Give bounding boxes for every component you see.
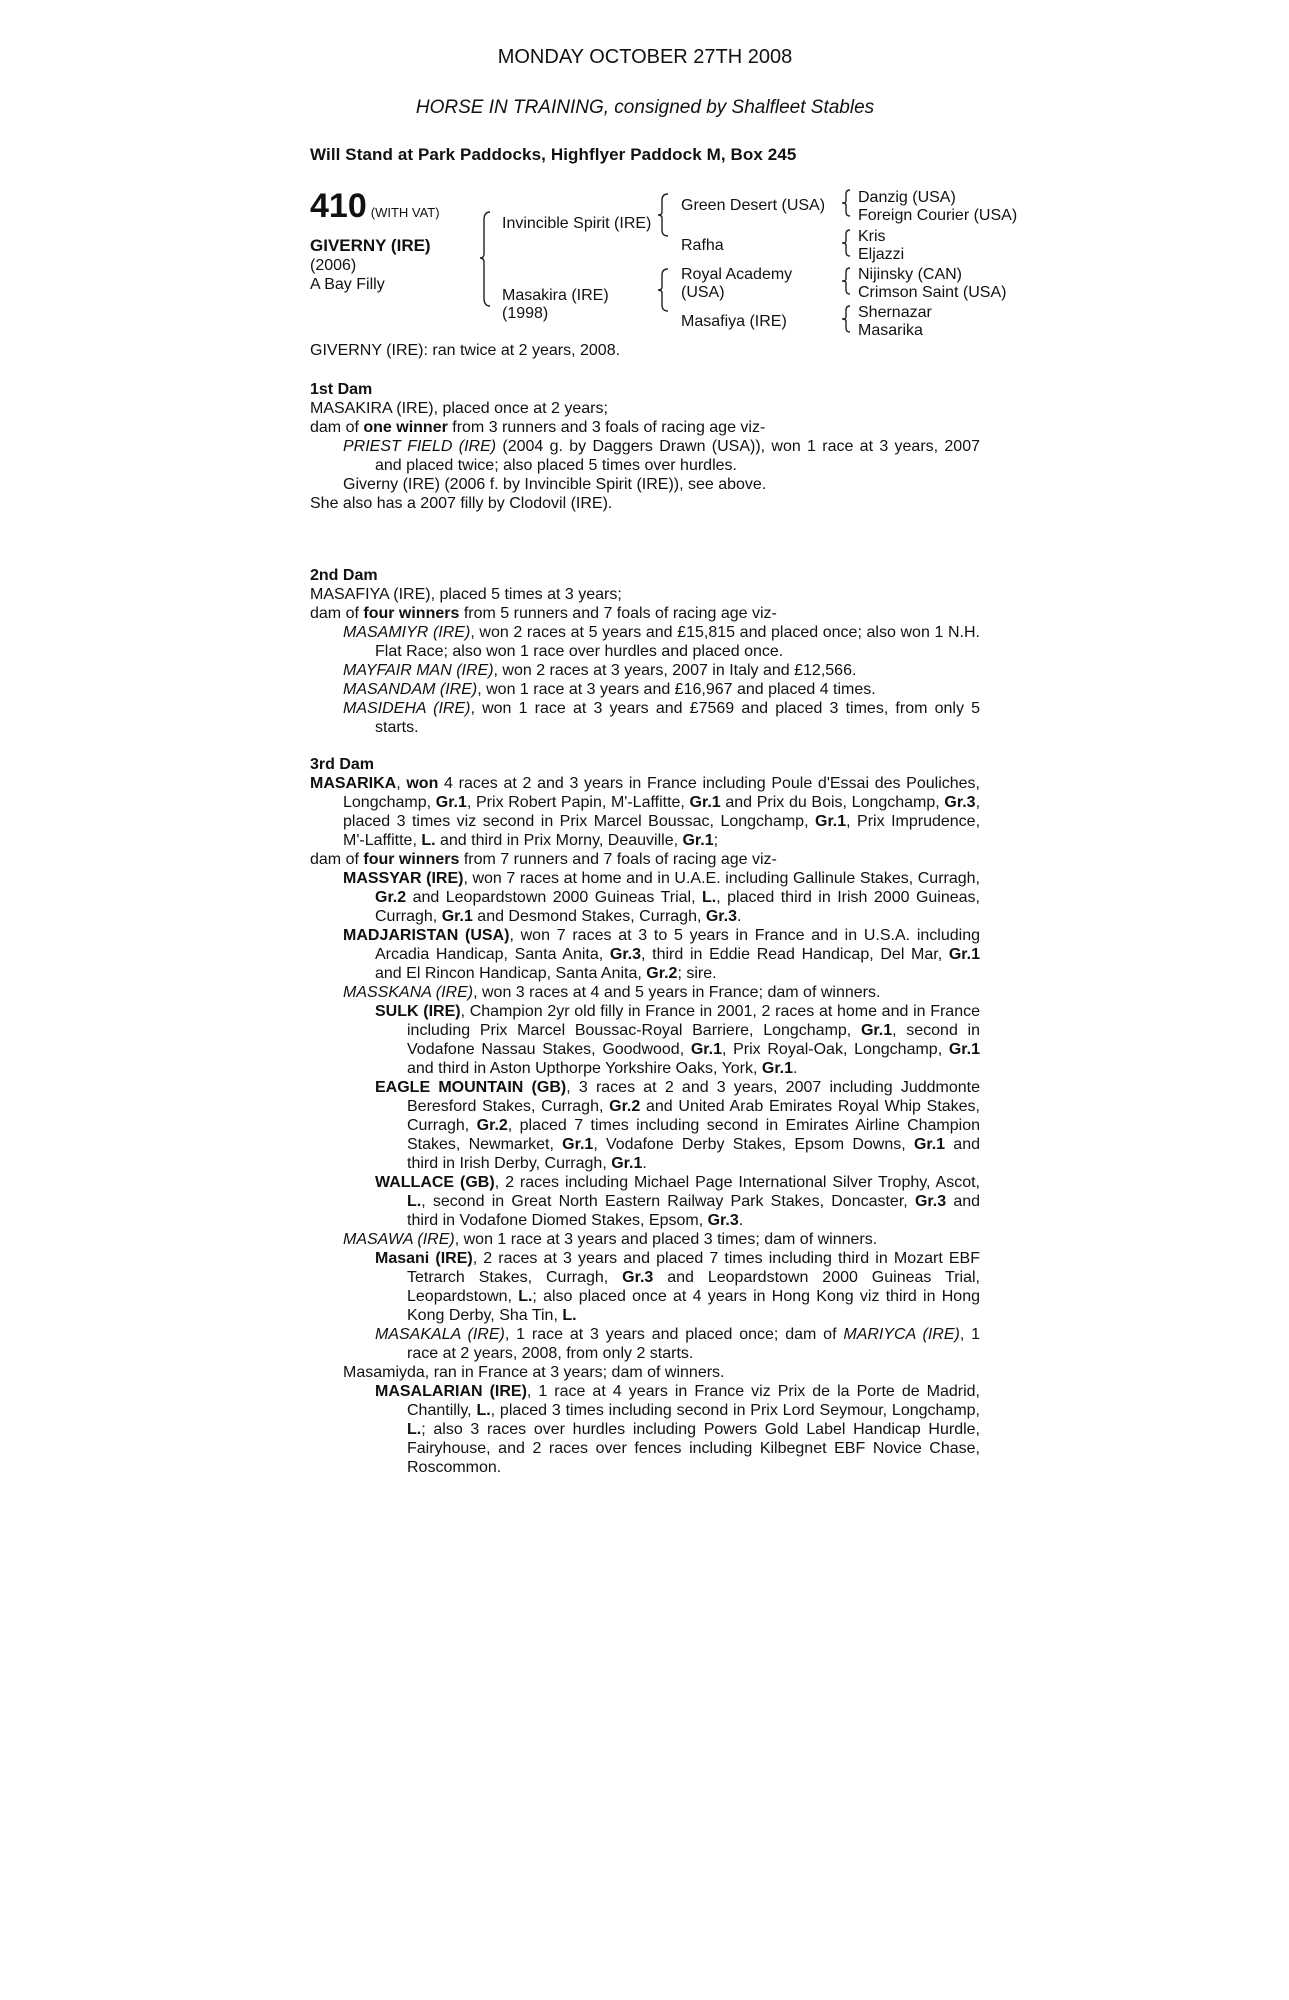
pedigree-g8: Masarika (858, 322, 923, 339)
text: , Prix Royal-Oak, Longchamp, (721, 1041, 949, 1058)
text: , placed third in Irish 2000 Guineas, Curragh, (375, 889, 980, 925)
pedigree-bracket-dam (658, 267, 670, 317)
horse-name: MADJARISTAN (USA) (343, 927, 510, 944)
pedigree-bracket-g2 (842, 228, 852, 260)
text: and third in Prix Morny, Deauville, (435, 832, 683, 849)
text: 4 races at 2 and 3 years in France including Poule d'Essai des Pouliches, Longchamp, (343, 775, 980, 811)
grade: Gr.3 (707, 1212, 739, 1229)
pedigree-g1: Danzig (USA) (858, 189, 956, 206)
text: and El Rincon Handicap, Santa Anita, (375, 965, 647, 982)
text: from 5 runners and 7 foals of racing age viz- (459, 605, 777, 622)
grade: L. (421, 832, 436, 849)
grade: Gr.1 (948, 946, 980, 963)
horse-name: GIVERNY (IRE) (310, 236, 431, 255)
text: , 3 races at 2 and 3 years, 2007 including Juddmonte Beresford Stakes, Curragh, (407, 1079, 980, 1115)
pedigree-sire: Invincible Spirit (IRE) (502, 215, 652, 232)
text: , 1 race at 3 years and placed once; dam of (504, 1326, 844, 1343)
text: , won 1 race at 3 years and placed 3 times; dam of winners. (454, 1231, 878, 1248)
text: dam of (310, 851, 364, 868)
text: won (406, 775, 439, 792)
grade: Gr.3 (705, 908, 737, 925)
text: , placed 3 times viz second in Prix Marcel Boussac, Longchamp, (343, 794, 981, 830)
horse-name: PRIEST FIELD (IRE) (343, 438, 497, 455)
grade: L. (518, 1288, 533, 1305)
grade: Gr.2 (476, 1117, 508, 1134)
text: , 2 races including Michael Page International Silver Trophy, Ascot, (494, 1174, 980, 1191)
pedigree-dam-sire-country: (USA) (681, 284, 725, 301)
text: and Leopardstown 2000 Guineas Trial, (406, 889, 702, 906)
text: and third in Aston Upthorpe Yorkshire Oaks, York, (407, 1060, 762, 1077)
produce-madjaristan (310, 926, 980, 983)
grade: L. (701, 889, 717, 906)
text: , (396, 775, 407, 792)
horse-name: MARIYCA (IRE) (843, 1326, 960, 1343)
text: , won 3 races at 4 and 5 years in France; dam of winners. (473, 984, 881, 1001)
text: and United Arab Emirates Royal Whip Stakes, Curragh, (407, 1098, 981, 1134)
grade: L. (407, 1193, 422, 1210)
first-dam-section (310, 380, 980, 513)
horse-name: MASALARIAN (IRE) (375, 1383, 527, 1400)
race-summary: GIVERNY (IRE): ran twice at 2 years, 2008. (310, 342, 621, 359)
produce-sulk (310, 1002, 980, 1078)
horse-name: MASSYAR (IRE) (343, 870, 464, 887)
text: . (642, 1155, 647, 1172)
grade: Gr.1 (682, 832, 714, 849)
text: and third in Irish Derby, Curragh, (407, 1136, 980, 1172)
text: , second in Great North Eastern Railway Park Stakes, Doncaster, (421, 1193, 915, 1210)
text: and Leopardstown 2000 Guineas Trial, Leopardstown, (407, 1269, 980, 1305)
third-dam-heading: 3rd Dam (310, 756, 375, 773)
produce-giverny: Giverny (IRE) (2006 f. by Invincible Spirit (IRE)), see above. (343, 476, 767, 493)
grade: Gr.1 (562, 1136, 594, 1153)
text: dam of (310, 605, 364, 622)
text: , placed 3 times including second in Prix Lord Seymour, Longchamp, (490, 1402, 980, 1419)
grade: Gr.1 (441, 908, 473, 925)
pedigree-dam-year: (1998) (502, 305, 549, 322)
grade: Gr.1 (815, 813, 847, 830)
grade: Gr.2 (375, 889, 407, 906)
sale-date: MONDAY OCTOBER 27TH 2008 (497, 46, 793, 68)
grade: Gr.1 (611, 1155, 643, 1172)
pedigree-g7: Shernazar (858, 304, 932, 321)
pedigree-g3: Kris (858, 228, 886, 245)
grade: Gr.1 (689, 794, 721, 811)
third-dam-section (310, 755, 980, 1477)
winner-count: one winner (363, 419, 448, 436)
second-dam-line: MASAFIYA (IRE), placed 5 times at 3 years; (310, 586, 622, 603)
stand-location: Will Stand at Park Paddocks, Highflyer Paddock M, Box 245 (310, 145, 797, 164)
pedigree-sire-dam: Rafha (681, 237, 724, 254)
vat-note: (WITH VAT) (370, 205, 440, 220)
horse-name: SULK (IRE) (375, 1003, 461, 1020)
grade: Gr.1 (913, 1136, 946, 1153)
horse-name: MASARIKA (310, 775, 397, 792)
text: . (737, 908, 742, 925)
grade: L. (476, 1402, 491, 1419)
produce-note: She also has a 2007 filly by Clodovil (IRE). (310, 495, 613, 512)
text: , placed 7 times including second in Emirates Airline Champion Stakes, Newmarket, (407, 1117, 980, 1153)
grade: L. (562, 1307, 577, 1324)
produce-masakala (310, 1325, 980, 1363)
produce-masalarian (310, 1382, 980, 1477)
third-dam-produce-line (310, 850, 980, 869)
grade: Gr.1 (860, 1022, 893, 1039)
produce-eagle-mountain (310, 1078, 980, 1173)
text: , Prix Imprudence, M'-Laffitte, (343, 813, 981, 849)
grade: Gr.1 (435, 794, 467, 811)
grade: Gr.3 (622, 1269, 654, 1286)
grade: Gr.3 (609, 946, 642, 963)
horse-name: EAGLE MOUNTAIN (GB) (375, 1079, 567, 1096)
text: and Prix du Bois, Longchamp, (720, 794, 945, 811)
produce-masskana (310, 983, 980, 1002)
horse-name: MASSKANA (IRE) (343, 984, 474, 1001)
horse-name: MASAMIYR (IRE) (343, 624, 471, 641)
first-dam-heading: 1st Dam (310, 381, 373, 398)
first-dam-line: MASAKIRA (IRE), placed once at 2 years; (310, 400, 608, 417)
pedigree-dam-dam: Masafiya (IRE) (681, 313, 787, 330)
horse-name: WALLACE (GB) (375, 1174, 495, 1191)
pedigree-dam: Masakira (IRE) (502, 287, 609, 304)
winner-count: four winners (363, 851, 460, 868)
winner-count: four winners (363, 605, 460, 622)
pedigree-g6: Crimson Saint (USA) (858, 284, 1007, 301)
grade: Gr.1 (948, 1041, 980, 1058)
text: and Desmond Stakes, Curragh, (472, 908, 706, 925)
text: , won 2 races at 5 years and £15,815 and placed once; also won 1 N.H. Flat Race; also won 1 race over hurdles and placed once. (375, 624, 981, 660)
horse-name: MASAKALA (IRE) (375, 1326, 505, 1343)
text: , won 7 races at home and in U.A.E. including Gallinule Stakes, Curragh, (463, 870, 981, 887)
text: ; also 3 races over hurdles including Powers Gold Label Handicap Hurdle, Fairyhouse, and 2 races over fences including Kilbegnet EBF Novice Chase, Roscommon. (407, 1421, 980, 1476)
produce-massyar (310, 869, 980, 926)
produce-masamiyr (310, 623, 980, 661)
pedigree-sire-sire: Green Desert (USA) (681, 197, 826, 214)
text: . (793, 1060, 798, 1077)
lot-number-block (310, 188, 440, 224)
consignment-line: HORSE IN TRAINING, consigned by Shalfleet Stables (415, 97, 875, 118)
produce-masawa (310, 1230, 980, 1249)
text: , won 2 races at 3 years, 2007 in Italy and £12,566. (493, 662, 857, 679)
pedigree-bracket-sire (658, 192, 670, 242)
second-dam-heading: 2nd Dam (310, 567, 378, 584)
horse-name: MASIDEHA (IRE) (343, 700, 471, 717)
produce-masideha (310, 699, 980, 737)
text: ; (713, 832, 719, 849)
text: and third in Vodafone Diomed Stakes, Epsom, (407, 1193, 981, 1229)
produce-mayfair-man (310, 661, 980, 680)
text: from 3 runners and 3 foals of racing age viz- (447, 419, 766, 436)
horse-name: MAYFAIR MAN (IRE) (343, 662, 494, 679)
text: , third in Eddie Read Handicap, Del Mar, (641, 946, 949, 963)
pedigree-g5: Nijinsky (CAN) (858, 266, 962, 283)
pedigree-bracket-g3 (842, 266, 852, 298)
second-dam-produce-line (310, 604, 980, 623)
horse-name: MASANDAM (IRE) (343, 681, 478, 698)
produce-masani (310, 1249, 980, 1325)
pedigree-bracket-g4 (842, 304, 852, 336)
text: ; sire. (677, 965, 717, 982)
horse-name: Masani (IRE) (375, 1250, 473, 1267)
text: dam of (310, 419, 364, 436)
text: , won 1 race at 3 years and £16,967 and placed 4 times. (477, 681, 876, 698)
produce-wallace (310, 1173, 980, 1230)
text: , won 7 races at 3 to 5 years in France and in U.S.A. including Arcadia Handicap, Santa Anita, (375, 927, 981, 963)
horse-year: (2006) (310, 257, 357, 274)
produce-masamiyda: Masamiyda, ran in France at 3 years; dam of winners. (343, 1364, 725, 1381)
grade: Gr.1 (761, 1060, 794, 1077)
pedigree-bracket-g1 (842, 188, 852, 220)
text: from 7 runners and 7 foals of racing age viz- (459, 851, 777, 868)
text: , second in Vodafone Nassau Stakes, Goodwood, (407, 1022, 980, 1058)
text: , 1 race at 2 years, 2008, from only 2 starts. (407, 1326, 981, 1362)
grade: Gr.3 (914, 1193, 947, 1210)
lot-number: 410 (310, 187, 367, 225)
grade: Gr.3 (944, 794, 976, 811)
text: ; also placed once at 4 years in Hong Kong viz third in Hong Kong Derby, Sha Tin, (407, 1288, 981, 1324)
grade: L. (407, 1421, 422, 1438)
produce-masandam (310, 680, 980, 699)
grade: Gr.2 (609, 1098, 641, 1115)
text: , 2 races at 3 years and placed 7 times including third in Mozart EBF Tetrarch Stakes, Curragh, (407, 1250, 981, 1286)
text: (2004 g. by Daggers Drawn (USA)), won 1 race at 3 years, 2007 and placed twice; also placed 5 times over hurdles. (375, 438, 980, 474)
pedigree-dam-sire: Royal Academy (681, 266, 793, 283)
horse-name: MASAWA (IRE) (343, 1231, 455, 1248)
pedigree-g2: Foreign Courier (USA) (858, 207, 1018, 224)
first-dam-produce-line (310, 418, 980, 437)
produce-priest-field (310, 437, 980, 475)
pedigree-bracket-main (480, 210, 492, 310)
text: , 1 race at 4 years in France viz Prix de la Porte de Madrid, Chantilly, (407, 1383, 980, 1419)
pedigree-g4: Eljazzi (858, 246, 905, 263)
masarika-entry (310, 774, 980, 850)
grade: Gr.2 (646, 965, 678, 982)
text: , Champion 2yr old filly in France in 2001, 2 races at home and in France including Prix Marcel Boussac-Royal Barriere, Longchamp, (407, 1003, 981, 1039)
grade: Gr.1 (690, 1041, 722, 1058)
text: , won 1 race at 3 years and £7569 and placed 3 times, from only 5 starts. (375, 700, 981, 736)
text: , Prix Robert Papin, M'-Laffitte, (466, 794, 690, 811)
horse-description: A Bay Filly (310, 276, 385, 293)
text: , Vodafone Derby Stakes, Epsom Downs, (593, 1136, 914, 1153)
second-dam-section (310, 566, 980, 737)
text: . (738, 1212, 744, 1229)
